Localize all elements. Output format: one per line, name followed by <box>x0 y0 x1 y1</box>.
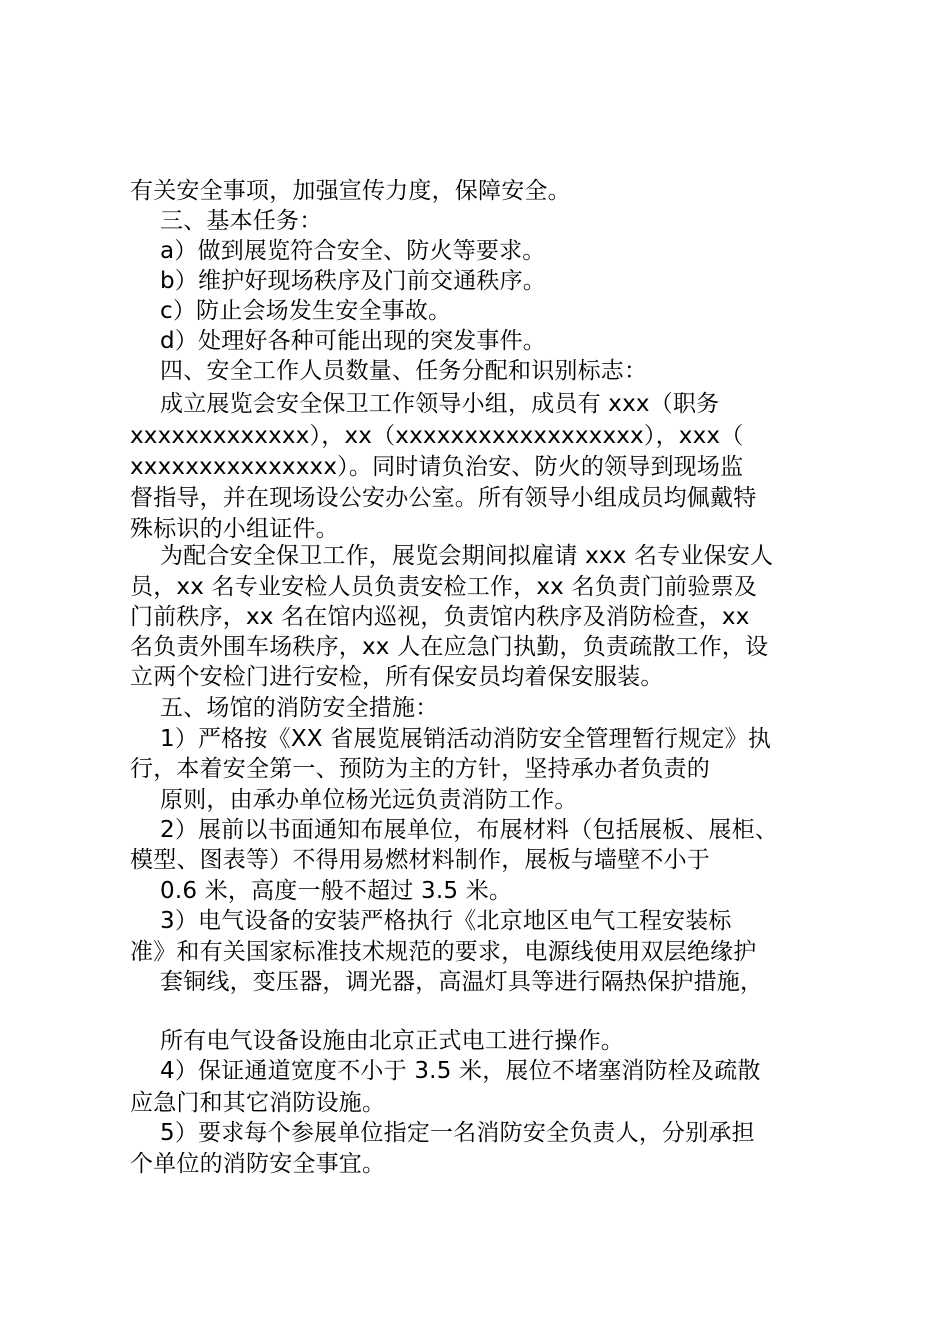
text-line: 督指导，并在现场设公安办公室。所有领导小组成员均佩戴特 <box>130 485 757 511</box>
section-heading-3: 三、基本任务： <box>160 208 323 234</box>
measure-5: 5）要求每个参展单位指定一名消防安全负责人，分别承担 <box>160 1120 755 1146</box>
list-item-b: b）维护好现场秩序及门前交通秩序。 <box>160 268 546 294</box>
text-line: xxxxxxxxxxxxx），xx（xxxxxxxxxxxxxxxxxx），xxx（ <box>130 423 744 449</box>
text-line: 个单位的消防安全事宜。 <box>130 1151 386 1177</box>
text-line: xxxxxxxxxxxxxxx）。同时请负治安、防火的领导到现场监 <box>130 454 744 480</box>
text-line: 行，本着安全第一、预防为主的方针，坚持承办者负责的 <box>130 756 710 782</box>
list-item-d: d）处理好各种可能出现的突发事件。 <box>160 328 546 354</box>
text-line: 有关安全事项，加强宣传力度，保障安全。 <box>130 178 571 204</box>
text-line: 0.6 米，高度一般不超过 3.5 米。 <box>160 878 513 904</box>
text-line: 门前秩序，xx 名在馆内巡视，负责馆内秩序及消防检查，xx <box>130 604 750 630</box>
list-item-a: a）做到展览符合安全、防火等要求。 <box>160 238 546 264</box>
measure-4: 4）保证通道宽度不小于 3.5 米，展位不堵塞消防栓及疏散 <box>160 1058 761 1084</box>
text-line: 原则，由承办单位杨光远负责消防工作。 <box>160 787 578 813</box>
text-line: 员，xx 名专业安检人员负责安检工作，xx 名负责门前验票及 <box>130 574 758 600</box>
text-line: 名负责外围车场秩序，xx 人在应急门执勤，负责疏散工作，设 <box>130 634 769 660</box>
text-line: 殊标识的小组证件。 <box>130 516 339 542</box>
text-line: 为配合安全保卫工作，展览会期间拟雇请 xxx 名专业保安人 <box>160 543 774 569</box>
text-line: 应急门和其它消防设施。 <box>130 1090 386 1116</box>
text-line: 所有电气设备设施由北京正式电工进行操作。 <box>160 1028 624 1054</box>
text-line: 模型、图表等）不得用易燃材料制作，展板与墙壁不小于 <box>130 847 710 873</box>
text-line: 成立展览会安全保卫工作领导小组，成员有 xxx（职务 <box>160 391 720 417</box>
text-line: 立两个安检门进行安检，所有保安员均着保安服装。 <box>130 664 664 690</box>
measure-2: 2）展前以书面通知布展单位，布展材料（包括展板、展柜、 <box>160 817 779 843</box>
measure-3: 3）电气设备的安装严格执行《北京地区电气工程安装标 <box>160 908 732 934</box>
measure-1: 1）严格按《XX 省展览展销活动消防安全管理暂行规定》执 <box>160 726 772 752</box>
list-item-c: c）防止会场发生安全事故。 <box>160 298 452 324</box>
section-heading-5: 五、场馆的消防安全措施： <box>160 695 439 721</box>
section-heading-4: 四、安全工作人员数量、任务分配和识别标志： <box>160 358 648 384</box>
text-line: 准》和有关国家标准技术规范的要求，电源线使用双层绝缘护 <box>130 939 757 965</box>
text-line: 套铜线，变压器，调光器，高温灯具等进行隔热保护措施， <box>160 969 764 995</box>
